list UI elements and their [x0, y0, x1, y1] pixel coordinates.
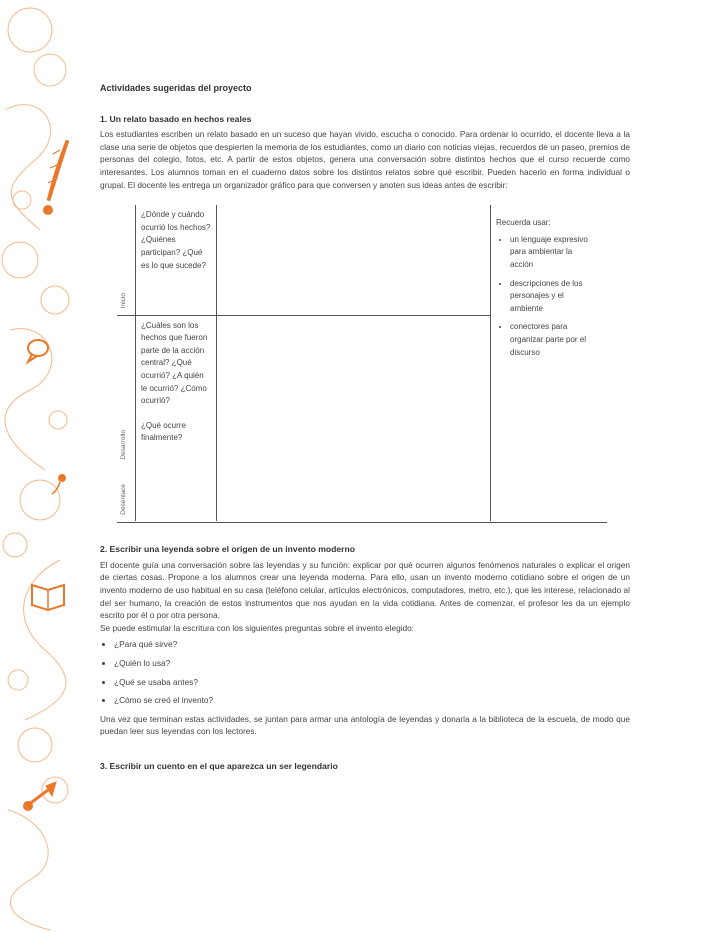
section-2-questions — [100, 638, 630, 706]
list-item: • conectores para organizar parte por el discurso — [510, 321, 596, 359]
page-title: Actividades sugeridas del proyecto — [100, 83, 252, 93]
question-desenlace: ¿Qué ocurre finalmente? — [141, 420, 186, 443]
row-label-desenlace: Desenlace — [120, 484, 127, 516]
organizer-table — [117, 205, 601, 521]
list-item: • un lenguaje expresivo para ambientar la acción — [510, 234, 596, 272]
question-cell — [136, 205, 217, 315]
section-2-paragraph: El docente guía una conversación sobre las leyendas y su función: explicar por qué ocurren algunos fenómenos naturales o explicar el origen de ciertas cosas. Propone a los alumnos crear una leyenda moderna. Para ello, usan un invento moderno cotidiano sobre el origen de un invento moderno de uso habitual en su casa (teléfono celular, artículos electrónicos, computadores, metro, etc.), que les interese, relacionado al del ser humano, la creación de estos instrumentos que nos ayudan en la vida cotidiana. Antes de comenzar, el profesor les da un ejemplo escrito por él o por otra persona. — [100, 559, 630, 621]
notes-list — [496, 234, 596, 359]
question-inicio: ¿Dónde y cuándo ocurrió los hechos? ¿Quiénes participan? ¿Qué es lo que sucede? — [141, 210, 211, 270]
section-2-heading: 2. Escribir una leyenda sobre el origen de un invento moderno — [100, 544, 356, 555]
section-2-closing: Una vez que terminan estas actividades, se juntan para armar una antología de leyendas y donarla a la biblioteca de la escuela, de modo que puedan leer sus leyendas con los lectores. — [100, 713, 630, 737]
document-content — [100, 82, 630, 775]
section-1-paragraph: Los estudiantes escriben un relato basado en un suceso que hayan vivido, escucha o conocido. Para ordenar lo ocurrido, el docente lleva a la clase una serie de objetos que despierten la memoria de los estudiantes, como un diario con noticias viejas, recuerdos de un paseo, premios de personas del colegio, fotos, etc. A partir de estos objetos, genera una conversación sobre distintos hechos que el curso recuerde como interesantes. Los alumnos toman en el cuaderno datos sobre los distintos relatos sobre qué escribir. Pueden hacerlo en forma individual o grupal. El docente les entrega un organizador gráfico para que conversen y anoten sus ideas antes de escribir: — [100, 129, 630, 190]
writing-space-cell — [217, 315, 491, 521]
question-desarrollo: ¿Cuáles son los hechos que fueron parte de la acción central? ¿Qué ocurrió? ¿A quién le ocurrió? ¿Cómo ocurrió? — [141, 320, 208, 406]
trumpet-icon — [23, 782, 56, 811]
section-3-heading: 3. Escribir un cuento en el que aparezca un ser legendario — [100, 760, 338, 771]
decorative-border — [0, 0, 75, 933]
section-2 — [100, 543, 630, 738]
question-cell — [136, 315, 217, 521]
row-label-cell — [117, 315, 136, 521]
list-item: • ¿Para qué sirve? — [114, 638, 630, 651]
open-book-icon — [32, 585, 64, 610]
section-1-heading: 1. Un relato basado en hechos reales — [100, 113, 252, 124]
list-item: • ¿Quién lo usa? — [114, 657, 630, 670]
list-item: • descripciones de los personajes y el ambiente — [510, 278, 596, 316]
list-item: • ¿Qué se usaba antes? — [114, 676, 630, 689]
row-label-inicio: Inicio — [120, 293, 127, 309]
graphic-organizer — [117, 205, 601, 521]
notes-title: Recuerda usar: — [496, 218, 551, 228]
list-item: • ¿Cómo se creó el invento? — [114, 694, 630, 707]
feather-icon — [43, 140, 69, 215]
row-label-desarrollo: Desarrollo — [120, 429, 127, 460]
table-bottom-line — [117, 522, 607, 523]
row-label-cell — [117, 205, 136, 315]
section-3 — [100, 760, 630, 773]
writing-space-cell — [217, 205, 491, 315]
notes-cell — [491, 205, 602, 521]
organizer-row-inicio — [117, 205, 601, 315]
speech-bubble-icon — [28, 340, 48, 362]
section-2-intro: Se puede estimular la escritura con los siguientes preguntas sobre el invento elegido: — [100, 622, 415, 633]
